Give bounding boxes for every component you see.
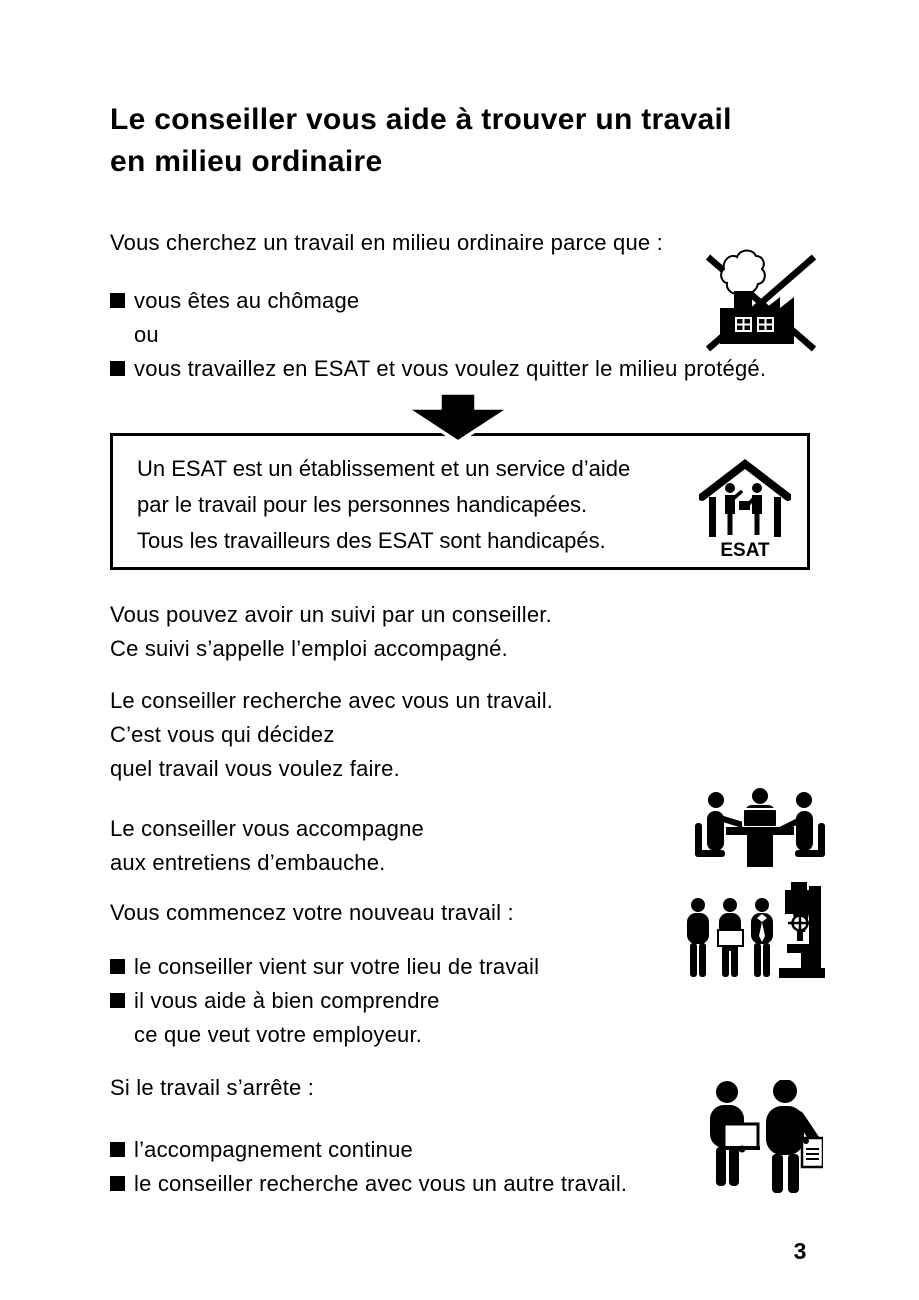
job-interview-meeting-icon	[694, 787, 826, 867]
esat-box-line3: Tous les travailleurs des ESAT sont handicapés.	[137, 528, 606, 553]
nouveau-travail-lead-text: Vous commencez votre nouveau travail :	[110, 900, 514, 925]
page-title-line2: en milieu ordinaire	[110, 145, 383, 178]
bullet-square-icon	[110, 1176, 125, 1191]
workers-and-machine-icon	[683, 882, 825, 980]
page-title-line1: Le conseiller vous aide à trouver un travail	[110, 103, 732, 136]
accompagnement-line1: Le conseiller vous accompagne	[110, 816, 424, 841]
esat-house-icon	[699, 457, 791, 559]
bullet-square-icon	[110, 1142, 125, 1157]
list-item	[110, 1133, 627, 1167]
list-item	[110, 950, 539, 984]
list-item	[110, 284, 766, 318]
list-item	[110, 984, 539, 1018]
suivi-line2: Ce suivi s’appelle l’emploi accompagné.	[110, 636, 508, 661]
accompagnement-line2: aux entretiens d’embauche.	[110, 850, 386, 875]
suivi-line1: Vous pouvez avoir un suivi par un conseiller.	[110, 602, 552, 627]
paragraph-recherche	[110, 684, 553, 786]
esat-box-text	[137, 451, 630, 559]
arret-bullet-autre-travail: le conseiller recherche avec vous un autre travail.	[134, 1171, 628, 1196]
esat-box-line2: par le travail pour les personnes handicapées.	[137, 492, 588, 517]
nouveau-bullet-comprendre-suite: ce que veut votre employeur.	[134, 1022, 423, 1047]
bullet-square-icon	[110, 959, 125, 974]
intro-lead	[110, 226, 663, 260]
crossed-out-factory-icon	[702, 247, 820, 352]
paragraph-arret-lead	[110, 1071, 314, 1105]
bullet-square-icon	[110, 361, 125, 376]
recherche-line2: C’est vous qui décidez	[110, 722, 335, 747]
people-with-laptop-and-document-icon	[697, 1080, 823, 1193]
intro-bullets	[110, 284, 766, 386]
paragraph-nouveau-travail-lead	[110, 896, 514, 930]
bullet-square-icon	[110, 993, 125, 1008]
page-number: 3	[793, 1238, 807, 1264]
nouveau-bullet-comprendre: il vous aide à bien comprendre	[134, 988, 440, 1013]
list-item	[110, 352, 766, 386]
nouveau-travail-bullets	[110, 950, 539, 1052]
arret-lead-text: Si le travail s’arrête :	[110, 1075, 315, 1100]
recherche-line1: Le conseiller recherche avec vous un travail.	[110, 688, 554, 713]
bullet-square-icon	[110, 293, 125, 308]
paragraph-accompagnement	[110, 812, 424, 880]
list-item	[110, 1167, 627, 1201]
intro-bullet-esat: vous travaillez en ESAT et vous voulez quitter le milieu protégé.	[134, 356, 767, 381]
arret-bullet-continue: l’accompagnement continue	[134, 1137, 413, 1162]
page-title	[110, 99, 732, 183]
nouveau-bullet-lieu: le conseiller vient sur votre lieu de travail	[134, 954, 540, 979]
esat-box-line1: Un ESAT est un établissement et un service d’aide	[137, 456, 631, 481]
intro-lead-text: Vous cherchez un travail en milieu ordinaire parce que :	[110, 230, 663, 255]
arret-bullets	[110, 1133, 627, 1201]
down-arrow-icon	[404, 391, 512, 444]
intro-bullet-chomage: vous êtes au chômage	[134, 288, 360, 313]
esat-icon-label: ESAT	[720, 540, 770, 559]
recherche-line3: quel travail vous voulez faire.	[110, 756, 400, 781]
paragraph-suivi	[110, 598, 552, 666]
intro-connector-ou: ou	[134, 322, 159, 347]
